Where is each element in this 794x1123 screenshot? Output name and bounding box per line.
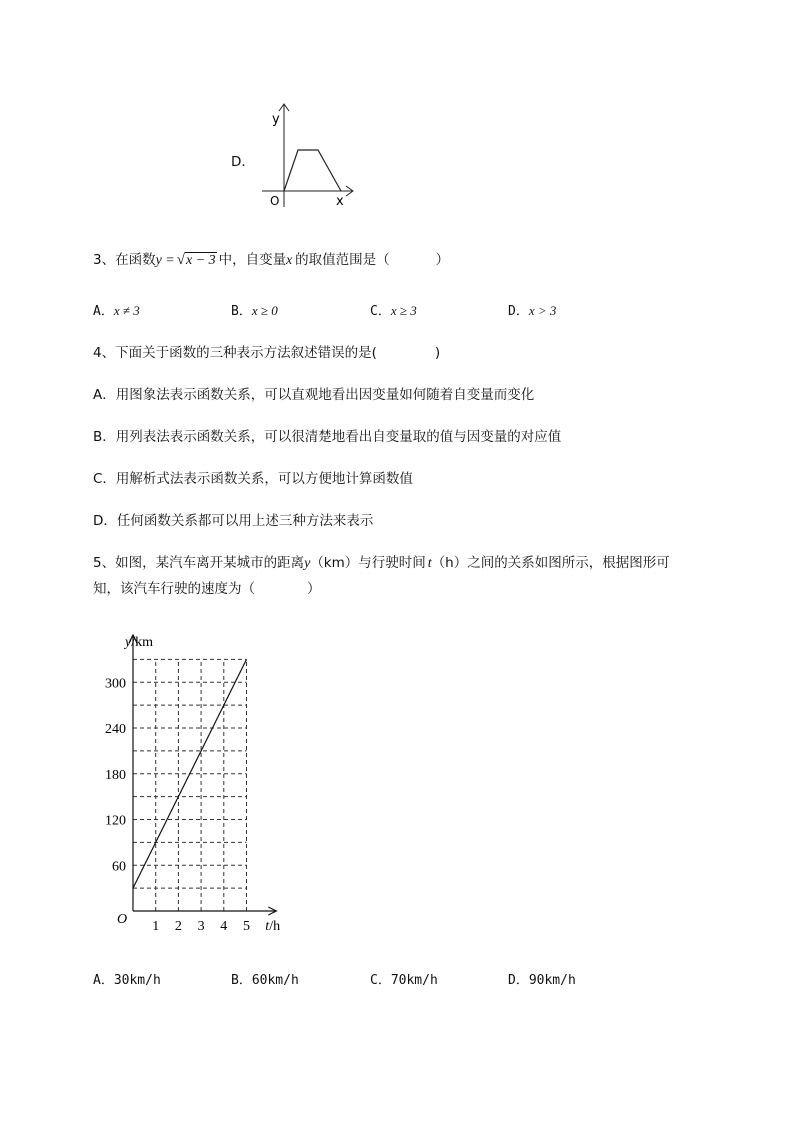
q4-option-c[interactable]: C．用解析式法表示函数关系，可以方便地计算函数值 xyxy=(93,471,413,487)
q5-y-var: y xyxy=(304,556,311,571)
q2-origin-label: O xyxy=(270,194,280,208)
q5-option-d[interactable]: D．90km/h xyxy=(508,973,576,988)
q4-option-b[interactable]: B．用列表法表示函数关系，可以很清楚地看出自变量取的值与因变量的对应值 xyxy=(93,429,562,445)
q3-formula-lhs: y = xyxy=(155,253,175,268)
q5-option-c[interactable]: C．70km/h xyxy=(370,973,438,988)
y-tick-label: 60 xyxy=(112,859,126,875)
q3-paren-close: ） xyxy=(435,252,450,268)
q5-line1-c: 之间的关系如图所示，根据图形可 xyxy=(467,555,670,571)
q3-option-d-math: x > 3 xyxy=(528,303,557,318)
q3-option-a-letter: A． xyxy=(93,304,114,319)
q3-option-b-letter: B． xyxy=(231,304,252,319)
y-tick-label: 240 xyxy=(105,722,126,737)
q3-option-c-math: x ≥ 3 xyxy=(390,303,417,318)
q2-option-d-label[interactable]: D． xyxy=(231,154,255,170)
x-tick-label: 1 xyxy=(152,919,160,934)
q3-text-middle: 中，自变量 xyxy=(218,252,287,268)
q4-option-a[interactable]: A．用图象法表示函数关系，可以直观地看出因变量如何随着自变量而变化 xyxy=(93,387,535,403)
q3-option-b-math: x ≥ 0 xyxy=(251,303,278,318)
q5-line1-a: 5、如图，某汽车离开某城市的距离 xyxy=(93,555,305,571)
q3-text-after: 的取值范围是（ xyxy=(295,252,390,268)
q3-radicand: x − 3 xyxy=(186,253,216,268)
y-tick-label: 300 xyxy=(105,676,126,692)
q5-t-var: t xyxy=(427,556,432,571)
x-tick-label: 3 xyxy=(197,919,205,934)
q3-sqrt-symbol: √ xyxy=(176,252,185,268)
y-tick-label: 180 xyxy=(105,767,126,783)
q4-option-d[interactable]: D．任何函数关系都可以用上述三种方法来表示 xyxy=(93,513,374,529)
q3-text-before: 在函数 xyxy=(115,252,156,268)
origin-label: O xyxy=(117,912,128,927)
q3-option-d-letter: D． xyxy=(508,304,529,319)
x-tick-label: 2 xyxy=(174,919,182,934)
q5-line2-text: 知，该汽车行驶的速度为（ xyxy=(93,581,255,597)
q2-y-label: y xyxy=(272,112,280,127)
q3-option-a-math: x ≠ 3 xyxy=(113,303,140,318)
x-tick-label: 5 xyxy=(243,919,250,934)
q5-option-a[interactable]: A．30km/h xyxy=(93,973,161,988)
q5-paren-close: ） xyxy=(307,581,321,597)
y-tick-label: 120 xyxy=(105,813,126,829)
x-tick-label: 4 xyxy=(220,919,228,934)
x-axis-label: t/h xyxy=(265,919,281,934)
y-axis-label: y/km xyxy=(125,634,153,650)
q5-line1-b: 与行驶时间 xyxy=(358,555,426,571)
q3-var: x xyxy=(286,252,293,267)
q4-paren-close: ) xyxy=(434,345,441,361)
q3-option-c-letter: C． xyxy=(370,304,391,319)
q5-option-b[interactable]: B．60km/h xyxy=(231,973,299,988)
q2-x-label: x xyxy=(336,194,344,209)
q3-number: 3、 xyxy=(93,252,116,268)
q5-y-unit: （km） xyxy=(310,555,359,571)
q5-t-unit: （h） xyxy=(431,555,468,571)
q4-stem-text: 4、下面关于函数的三种表示方法叙述错误的是( xyxy=(93,345,377,361)
